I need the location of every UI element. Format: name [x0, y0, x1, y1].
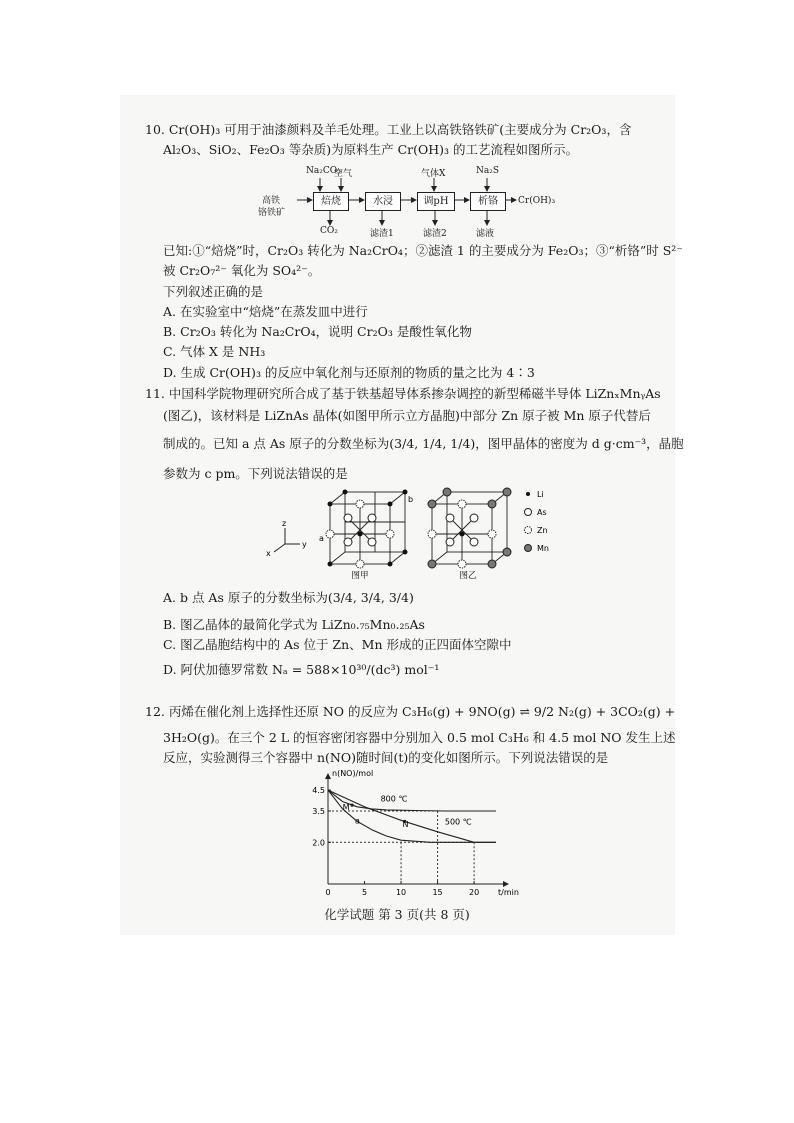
x-axis-label: t/min: [498, 888, 519, 897]
page-footer: 化学试题 第 3 页(共 8 页): [324, 907, 470, 922]
q10-line1: 10. Cr(OH)₃ 可用于油漆颜料及羊毛处理。工业上以高铁铬铁矿(主要成分为 Cr₂O₃，含: [145, 122, 632, 137]
point-n-label: N: [402, 820, 409, 830]
q11-crystal-figures: [260, 482, 580, 582]
axis-y-label: y: [302, 540, 307, 549]
flow-input-gas-x: 气体X: [421, 169, 446, 179]
flow-product: Cr(OH)₃: [518, 196, 556, 206]
q11-line1: 11. 中国科学院物理研究所合成了基于铁基超导体系掺杂调控的新型稀磁半导体 LiZnₓMnᵧAs: [145, 386, 661, 401]
q12-nno-time-chart: [296, 766, 519, 897]
q12-line1: 12. 丙烯在催化剂上选择性还原 NO 的反应为 C₃H₆(g) + 9NO(g) ⇌ 9/2 N₂(g) + 3CO₂(g) +: [145, 704, 676, 719]
flow-out-co2: CO₂: [320, 226, 338, 236]
y-tick-label: 3.5: [312, 806, 325, 816]
flow-out-residue2: 滤渣2: [423, 229, 447, 239]
point-a-label: a: [319, 534, 324, 543]
legend-li: Li: [537, 490, 544, 499]
series-500c-label: 500 ℃: [444, 817, 472, 827]
q10-line2: Al₂O₃、SiO₂、Fe₂O₃ 等杂质)为原料生产 Cr(OH)₃ 的工艺流程如图所示。: [163, 142, 579, 157]
legend-as: As: [537, 508, 547, 517]
y-tick-label: 4.5: [312, 786, 325, 796]
x-tick-label: 20: [468, 888, 480, 897]
x-tick-label: 10: [395, 888, 407, 897]
x-tick-label: 5: [361, 888, 368, 897]
x-tick-label: 15: [432, 888, 443, 897]
point-m-label: M: [342, 802, 350, 812]
flow-input-air: 空气: [334, 169, 353, 179]
flow-raw-2: 铬铁矿: [258, 208, 286, 218]
flow-raw-1: 高铁: [262, 196, 281, 206]
flow-out-filtrate: 滤液: [476, 229, 495, 239]
q11-option-a: A. b 点 As 原子的分数坐标为(3/4, 3/4, 3/4): [163, 590, 414, 605]
q11-option-d: D. 阿伏加德罗常数 Nₐ = 588×10³⁰/(dc³) mol⁻¹: [163, 662, 440, 677]
legend-mn: Mn: [537, 544, 549, 553]
flow-step-precipitate: 析铬: [470, 192, 506, 211]
legend-zn: Zn: [537, 526, 548, 535]
q10-stem: 下列叙述正确的是: [163, 284, 264, 299]
q10-option-d: D. 生成 Cr(OH)₃ 的反应中氧化剂与还原剂的物质的量之比为 4∶3: [163, 365, 535, 380]
q11-line4: 参数为 c pm。下列说法错误的是: [163, 466, 348, 481]
q11-line2: (图乙)，该材料是 LiZnAs 晶体(如图甲所示立方晶胞)中部分 Zn 原子被 Mn 原子代替后: [163, 408, 651, 423]
flow-input-na2s: Na₂S: [476, 166, 500, 176]
axis-z-label: z: [282, 519, 287, 528]
q10-known2: 被 Cr₂O₇²⁻ 氧化为 SO₄²⁻。: [163, 263, 321, 278]
series-line-0: [328, 790, 496, 811]
fig-jia-caption: 图甲: [351, 571, 369, 581]
curve-a-label: a: [355, 816, 360, 826]
axis-x-label: x: [266, 549, 271, 558]
chart-series: [328, 790, 496, 842]
q10-option-b: B. Cr₂O₃ 转化为 Na₂CrO₄，说明 Cr₂O₃ 是酸性氧化物: [163, 324, 472, 339]
series-line-1: [328, 790, 496, 842]
y-tick-label: 2.0: [312, 838, 325, 848]
flow-arrows: [0, 0, 794, 260]
flow-step-leach: 水浸: [365, 192, 401, 211]
series-line-2: [328, 790, 496, 842]
axes-indicator: [274, 528, 300, 552]
atoms-jia: [326, 490, 408, 569]
x-tick-label: 0: [325, 888, 331, 897]
q11-line3: 制成的。已知 a 点 As 原子的分数坐标为(3/4, 1/4, 1/4)，图甲晶体的密度为 d g·cm⁻³，晶胞: [163, 436, 684, 451]
q11-option-b: B. 图乙晶体的最简化学式为 LiZn₀.₇₅Mn₀.₂₅As: [163, 617, 425, 632]
flow-step-adjust-ph: 调pH: [417, 192, 455, 211]
q10-option-c: C. 气体 X 是 NH₃: [163, 344, 266, 359]
cell-jia: [330, 492, 405, 564]
q12-line3: 反应，实验测得三个容器中 n(NO)随时间(t)的变化如图所示。下列说法错误的是: [163, 750, 609, 765]
point-m: [351, 804, 354, 807]
point-b-label: b: [408, 495, 414, 504]
flow-step-roast: 焙烧: [313, 192, 349, 211]
q12-line2: 3H₂O(g)。在三个 2 L 的恒容密闭容器中分别加入 0.5 mol C₃H₆ 和 4.5 mol NO 发生上述: [163, 730, 676, 745]
q11-option-c: C. 图乙晶胞结构中的 As 位于 Zn、Mn 形成的正四面体空隙中: [163, 637, 512, 652]
flow-out-residue1: 滤渣1: [370, 229, 394, 239]
q10-known1: 已知:①“焙烧”时，Cr₂O₃ 转化为 Na₂CrO₄；②滤渣 1 的主要成分为 Fe₂O₃；③“析铬”时 S²⁻: [163, 243, 683, 258]
series-800c-label: 800 ℃: [380, 794, 408, 804]
flow-input-na2co3: Na₂CO₃: [306, 166, 341, 176]
fig-yi-caption: 图乙: [459, 571, 477, 581]
crystal-legend: [525, 490, 549, 553]
y-axis-label: n(NO)/mol: [332, 769, 374, 778]
atoms-yi: [428, 488, 511, 568]
q10-option-a: A. 在实验室中“焙烧”在蒸发皿中进行: [163, 304, 368, 319]
